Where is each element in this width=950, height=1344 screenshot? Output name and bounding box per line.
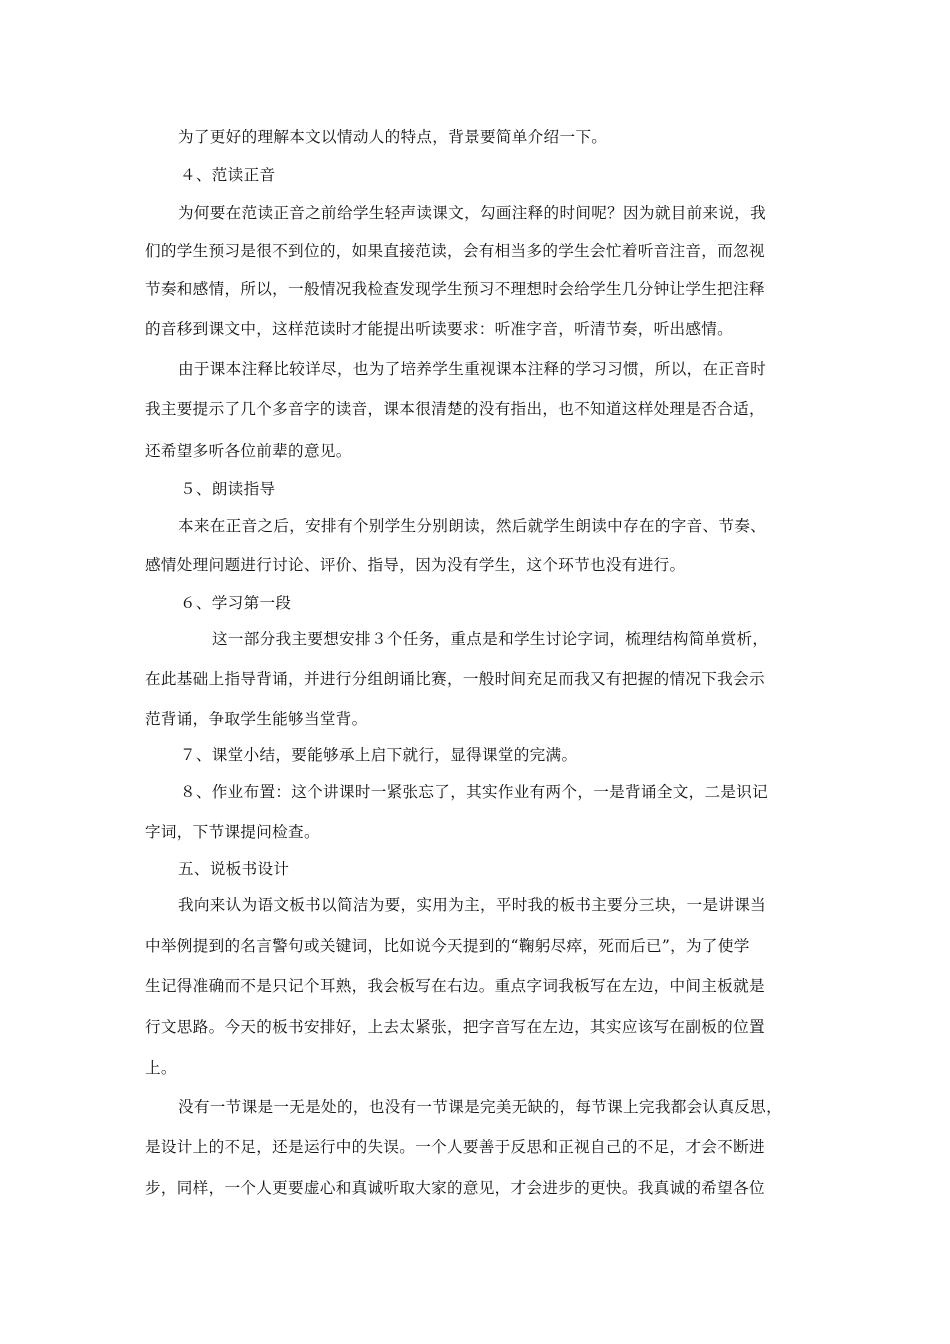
- section-heading: ８、作业布置：这个讲课时一紧张忘了，其实作业有两个，一是背诵全文，二是识记: [180, 783, 769, 801]
- paragraph-line: 这一部分我主要想安排３个任务，重点是和学生讨论字词，梳理结构简单赏析，: [212, 630, 769, 648]
- paragraph-line: 是设计上的不足，还是运行中的失误。一个人要善于反思和正视自己的不足，才会不断进: [145, 1138, 765, 1156]
- paragraph-line: 我主要提示了几个多音字的读音，课本很清楚的没有指出，也不知道这样处理是否合适，: [145, 400, 765, 418]
- paragraph-line: 还希望多听各位前辈的意见。: [145, 442, 352, 460]
- section-heading: ５、朗读指导: [180, 480, 276, 498]
- paragraph-line: 步，同样，一个人更要虚心和真诚听取大家的意见，才会进步的更快。我真诚的希望各位: [145, 1179, 765, 1197]
- paragraph-line: 本来在正音之后，安排有个别学生分别朗读，然后就学生朗读中存在的字音、节奏、: [178, 517, 767, 535]
- paragraph-line: 字词，下节课提问检查。: [145, 823, 320, 841]
- section-heading: ４、范读正音: [180, 166, 276, 184]
- paragraph-line: 为了更好的理解本文以情动人的特点，背景要简单介绍一下。: [178, 128, 608, 146]
- section-heading: ７、课堂小结，要能够承上启下就行，显得课堂的完满。: [180, 746, 578, 764]
- paragraph-line: 上。: [145, 1059, 177, 1077]
- paragraph-line: 在此基础上指导背诵，并进行分组朗诵比赛，一般时间充足而我又有把握的情况下我会示: [145, 670, 765, 688]
- paragraph-line: 没有一节课是一无是处的，也没有一节课是完美无缺的，每节课上完我都会认真反思，: [178, 1098, 782, 1116]
- section-heading: ６、学习第一段: [180, 594, 292, 612]
- paragraph-line: 范背诵，争取学生能够当堂背。: [145, 710, 368, 728]
- paragraph-line: 感情处理问题进行讨论、评价、指导，因为没有学生，这个环节也没有进行。: [145, 556, 686, 574]
- paragraph-line: 们的学生预习是很不到位的，如果直接范读，会有相当多的学生会忙着听音注音，而忽视: [145, 242, 765, 260]
- section-heading: 五、说板书设计: [178, 860, 290, 878]
- paragraph-line: 节奏和感情，所以，一般情况我检查发现学生预习不理想时会给学生几分钟让学生把注释: [145, 280, 765, 298]
- paragraph-line: 我向来认为语文板书以简洁为要，实用为主，平时我的板书主要分三块，一是讲课当: [178, 896, 767, 914]
- paragraph-line: 为何要在范读正音之前给学生轻声读课文，勾画注释的时间呢？因为就目前来说，我: [178, 204, 767, 222]
- paragraph-line: 的音移到课文中，这样范读时才能提出听读要求：听准字音，听清节奏，听出感情。: [145, 320, 734, 338]
- paragraph-line: 由于课本注释比较详尽，也为了培养学生重视课本注释的学习习惯，所以，在正音时: [178, 360, 767, 378]
- paragraph-line: 中举例提到的名言警句或关键词，比如说今天提到的“鞠躬尽瘁，死而后已”，为了使学: [145, 937, 750, 955]
- paragraph-line: 生记得准确而不是只记个耳熟，我会板写在右边。重点字词我板写在左边，中间主板就是: [145, 977, 765, 995]
- paragraph-line: 行文思路。今天的板书安排好，上去太紧张，把字音写在左边，其实应该写在副板的位置: [145, 1018, 765, 1036]
